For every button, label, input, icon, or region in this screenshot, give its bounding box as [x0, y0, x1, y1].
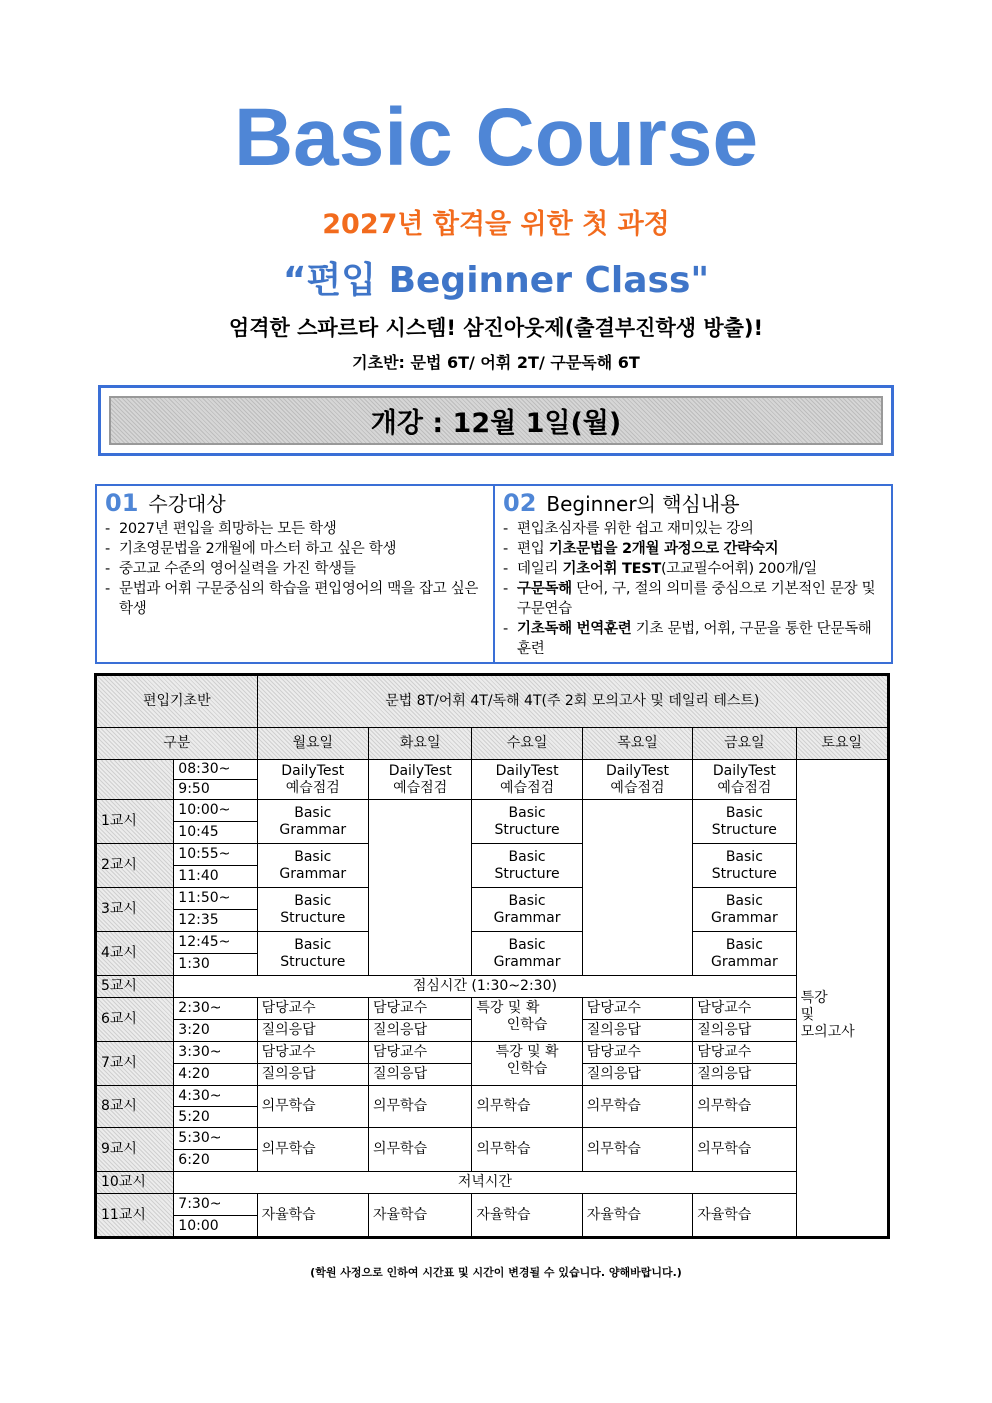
list-item: - 편입초심자를 위한 쉽고 재미있는 강의	[503, 519, 883, 539]
schedule-cell	[472, 844, 582, 888]
schedule-cell: 의무학습	[582, 1086, 692, 1128]
time-start: 4:30~	[174, 1086, 257, 1107]
cell-line: Basic	[725, 804, 763, 821]
schedule-cell: 자율학습	[257, 1194, 368, 1238]
cell-line: DailyTest	[281, 762, 345, 779]
dinner-time: 저녁시간	[174, 1172, 796, 1194]
period-label: 10교시	[96, 1172, 174, 1194]
cell-line: DailyTest	[388, 762, 452, 779]
day-header: 목요일	[582, 728, 692, 760]
schedule-cell	[257, 932, 368, 976]
schedule-cell: 의무학습	[693, 1128, 796, 1172]
core-box-heading	[503, 488, 883, 517]
cell-line: Grammar	[279, 865, 347, 882]
target-box-number: 01	[105, 489, 139, 517]
schedule-cell: 담당교수	[369, 1042, 472, 1064]
info-boxes	[95, 484, 893, 664]
time-end: 10:45	[174, 822, 257, 844]
cell-line: Basic	[294, 804, 332, 821]
time-start: 12:45~	[174, 932, 257, 954]
cell-line: Basic	[294, 892, 332, 909]
cell-line: Grammar	[493, 953, 561, 970]
list-item-bold: 구문독해	[517, 581, 572, 597]
day-header: 수요일	[472, 728, 582, 760]
target-list	[105, 519, 485, 619]
time-start: 5:30~	[174, 1128, 257, 1150]
list-item	[503, 619, 883, 659]
time-start: 10:00~	[174, 800, 257, 822]
cell-line: Grammar	[710, 909, 778, 926]
core-box-title: Beginner의 핵심내용	[546, 492, 740, 516]
time-end: 5:20	[174, 1107, 257, 1128]
schedule-cell: 의무학습	[369, 1086, 472, 1128]
list-item	[503, 539, 883, 559]
page-title: Basic Course	[233, 92, 759, 183]
cell-line: 예습점검	[717, 779, 772, 796]
cell-line: DailyTest	[495, 762, 559, 779]
time-start: 10:55~	[174, 844, 257, 866]
cell-line: Grammar	[710, 953, 778, 970]
time-end: 12:35	[174, 910, 257, 932]
period-cell	[96, 760, 174, 800]
list-item-bold: 기초어휘 TEST	[562, 561, 661, 577]
schedule-cell: 질의응답	[369, 1020, 472, 1042]
schedule-cell: 질의응답	[582, 1064, 692, 1086]
cell-line: Grammar	[493, 909, 561, 926]
schedule-cell: 자율학습	[582, 1194, 692, 1238]
cell-line: DailyTest	[605, 762, 669, 779]
list-item-text: 기초 문법, 어휘, 구문을 통한 단문독해 훈련	[517, 621, 872, 657]
schedule-cell	[257, 844, 368, 888]
cell-line: DailyTest	[712, 762, 776, 779]
empty-cell	[582, 800, 692, 976]
schedule-cell	[693, 800, 796, 844]
list-item-bold: 기초문법을 2개월 과정으로 간략숙지	[548, 541, 779, 557]
cell-line: Basic	[508, 936, 546, 953]
basic-class-info: 기초반: 문법 6T/ 어휘 2T/ 구문독해 6T	[352, 353, 640, 372]
cell-line: Basic	[725, 848, 763, 865]
opening-date: 개강 : 12월 1일(월)	[109, 396, 883, 445]
target-box	[97, 486, 493, 662]
schedule-cell: 자율학습	[472, 1194, 582, 1238]
schedule-cell	[472, 1042, 582, 1086]
cell-line: 특강 및 확	[476, 1000, 540, 1016]
schedule-cell: 담당교수	[693, 998, 796, 1020]
time-start: 7:30~	[174, 1194, 257, 1216]
period-label: 7교시	[96, 1042, 174, 1086]
class-name: “편입 Beginner Class"	[282, 260, 710, 301]
period-label: 4교시	[96, 932, 174, 976]
period-label: 3교시	[96, 888, 174, 932]
gubun-header: 구분	[96, 728, 258, 760]
core-box-number: 02	[503, 489, 537, 517]
cell-line: Basic	[725, 892, 763, 909]
schedule-cell: 의무학습	[472, 1128, 582, 1172]
cell-line: Basic	[508, 848, 546, 865]
list-item: - 중고교 수준의 영어실력을 가진 학생들	[105, 559, 485, 579]
schedule-cell	[693, 932, 796, 976]
schedule-cell	[472, 932, 582, 976]
schedule-cell: 자율학습	[369, 1194, 472, 1238]
core-list	[503, 519, 883, 659]
schedule-cell: 질의응답	[693, 1064, 796, 1086]
cell-line: Structure	[280, 953, 346, 970]
lunch-time: 점심시간 (1:30~2:30)	[174, 976, 796, 998]
cell-line: Structure	[494, 865, 560, 882]
target-box-title: 수강대상	[148, 492, 226, 516]
time-end: 4:20	[174, 1064, 257, 1086]
schedule-cell: 담당교수	[257, 998, 368, 1020]
schedule-cell	[257, 760, 368, 800]
period-label: 5교시	[96, 976, 174, 998]
list-item-bold: 기초독해 번역훈련	[517, 621, 632, 637]
empty-cell	[369, 800, 472, 976]
list-item-text: 데일리	[517, 561, 563, 577]
time-end: 11:40	[174, 866, 257, 888]
cell-line: 예습점검	[285, 779, 340, 796]
schedule-cell	[693, 760, 796, 800]
period-label: 9교시	[96, 1128, 174, 1172]
schedule-cell: 의무학습	[257, 1086, 368, 1128]
list-item-text: 편입	[517, 541, 549, 557]
class-description: 문법 8T/어휘 4T/독해 4T(주 2회 모의고사 및 데일리 테스트)	[257, 675, 888, 728]
schedule-cell	[693, 888, 796, 932]
schedule-cell: 의무학습	[472, 1086, 582, 1128]
schedule-cell	[582, 760, 692, 800]
schedule-cell: 의무학습	[693, 1086, 796, 1128]
period-label: 2교시	[96, 844, 174, 888]
day-header: 월요일	[257, 728, 368, 760]
schedule-cell: 의무학습	[257, 1128, 368, 1172]
saturday-cell: 특강 및 모의고사	[796, 760, 888, 1238]
class-label: 편입기초반	[96, 675, 258, 728]
cell-line: 예습점검	[393, 779, 448, 796]
opening-banner	[98, 385, 894, 456]
time-start: 2:30~	[174, 998, 257, 1020]
footnote: (학원 사정으로 인하여 시간표 및 시간이 변경될 수 있습니다. 양해바랍니다.)	[310, 1266, 682, 1279]
schedule-cell: 담당교수	[582, 998, 692, 1020]
system-description: 엄격한 스파르타 시스템! 삼진아웃제(출결부진학생 방출)!	[228, 316, 764, 340]
schedule-cell	[693, 844, 796, 888]
cell-line: Structure	[494, 821, 560, 838]
list-item: - 문법과 어휘 구문중심의 학습을 편입영어의 맥을 잡고 싶은 학생	[105, 579, 485, 619]
cell-line: 인학습	[506, 1017, 548, 1033]
schedule-cell: 담당교수	[693, 1042, 796, 1064]
subtitle: 2027년 합격을 위한 첫 과정	[322, 209, 670, 240]
cell-line: Structure	[711, 865, 777, 882]
schedule-cell: 담당교수	[369, 998, 472, 1020]
cell-line: Basic	[294, 848, 332, 865]
cell-line: 예습점검	[610, 779, 665, 796]
period-label: 6교시	[96, 998, 174, 1042]
schedule-cell: 담당교수	[582, 1042, 692, 1064]
list-item-text: (고교필수어휘) 200개/일	[660, 561, 817, 577]
cell-line: 특강 및 확	[495, 1044, 559, 1060]
schedule-cell: 질의응답	[257, 1064, 368, 1086]
schedule-cell: 자율학습	[693, 1194, 796, 1238]
time-start: 3:30~	[174, 1042, 257, 1064]
time-start: 11:50~	[174, 888, 257, 910]
day-header: 토요일	[796, 728, 888, 760]
schedule-cell: 질의응답	[582, 1020, 692, 1042]
cell-line: 인학습	[506, 1061, 548, 1077]
schedule-cell	[257, 800, 368, 844]
schedule-cell: 담당교수	[257, 1042, 368, 1064]
schedule-cell: 질의응답	[369, 1064, 472, 1086]
cell-line: Basic	[725, 936, 763, 953]
core-box	[493, 486, 891, 662]
schedule-cell: 질의응답	[693, 1020, 796, 1042]
time-end: 3:20	[174, 1020, 257, 1042]
schedule-cell	[472, 760, 582, 800]
cell-line: Basic	[508, 892, 546, 909]
list-item: - 2027년 편입을 희망하는 모든 학생	[105, 519, 485, 539]
cell-line: Basic	[508, 804, 546, 821]
time-end: 6:20	[174, 1150, 257, 1172]
cell-line: Structure	[711, 821, 777, 838]
cell-line: 예습점검	[500, 779, 555, 796]
time-end: 1:30	[174, 954, 257, 976]
list-item: - 기초영문법을 2개월에 마스터 하고 싶은 학생	[105, 539, 485, 559]
target-box-heading	[105, 488, 485, 517]
day-header: 금요일	[693, 728, 796, 760]
schedule-cell	[257, 888, 368, 932]
list-item	[503, 559, 883, 579]
day-header: 화요일	[369, 728, 472, 760]
schedule-cell: 의무학습	[369, 1128, 472, 1172]
schedule-cell: 질의응답	[257, 1020, 368, 1042]
schedule-table	[94, 673, 890, 1239]
time-end: 9:50	[174, 780, 257, 800]
schedule-cell	[472, 800, 582, 844]
schedule-cell	[369, 760, 472, 800]
time-end: 10:00	[174, 1216, 257, 1238]
list-item	[503, 579, 883, 619]
list-item-text: 단어, 구, 절의 의미를 중심으로 기본적인 문장 및 구문연습	[517, 581, 876, 617]
cell-line: Basic	[294, 936, 332, 953]
period-label: 11교시	[96, 1194, 174, 1238]
period-label: 8교시	[96, 1086, 174, 1128]
schedule-cell	[472, 998, 582, 1042]
cell-line: Structure	[280, 909, 346, 926]
cell-line: Grammar	[279, 821, 347, 838]
schedule-cell: 의무학습	[582, 1128, 692, 1172]
time-start: 08:30~	[174, 760, 257, 780]
schedule-cell	[472, 888, 582, 932]
period-label: 1교시	[96, 800, 174, 844]
